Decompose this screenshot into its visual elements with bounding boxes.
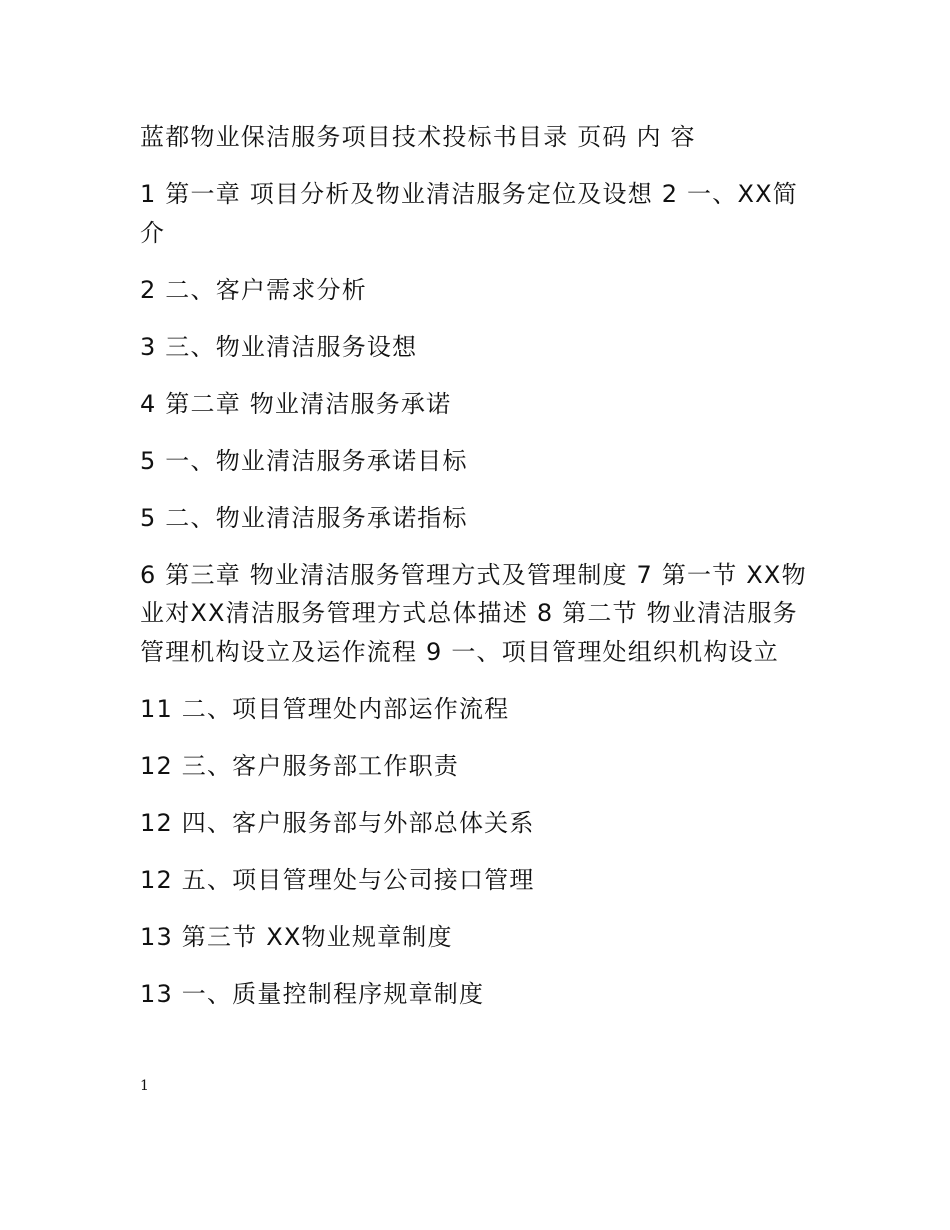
toc-entry: 5 一、物业清洁服务承诺目标 — [140, 446, 468, 475]
toc-title: 蓝都物业保洁服务项目技术投标书目录 页码 内 容 — [140, 123, 696, 151]
toc-entry: 6 第三章 物业清洁服务管理方式及管理制度 7 第一节 XX物业对XX清洁服务管理方式总体描述 8 第二节 物业清洁服务管理机构设立及运作流程 9 一、项目管理处组织机构设立 — [140, 560, 807, 666]
toc-entry: 11 二、项目管理处内部运作流程 — [140, 694, 510, 723]
toc-entry: 5 二、物业清洁服务承诺指标 — [140, 503, 468, 532]
toc-entry: 2 二、客户需求分析 — [140, 275, 367, 304]
toc-entry: 12 四、客户服务部与外部总体关系 — [140, 808, 535, 837]
toc-entry: 1 第一章 项目分析及物业清洁服务定位及设想 2 一、XX简介 — [140, 180, 798, 247]
toc-content — [140, 118, 820, 1032]
page-number: 1 — [140, 1078, 149, 1094]
toc-entry: 3 三、物业清洁服务设想 — [140, 332, 418, 361]
toc-entry: 13 一、质量控制程序规章制度 — [140, 979, 485, 1008]
toc-entry: 13 第三节 XX物业规章制度 — [140, 922, 453, 951]
toc-entry: 12 三、客户服务部工作职责 — [140, 751, 459, 780]
toc-entry: 12 五、项目管理处与公司接口管理 — [140, 865, 535, 894]
toc-entry: 4 第二章 物业清洁服务承诺 — [140, 389, 452, 418]
